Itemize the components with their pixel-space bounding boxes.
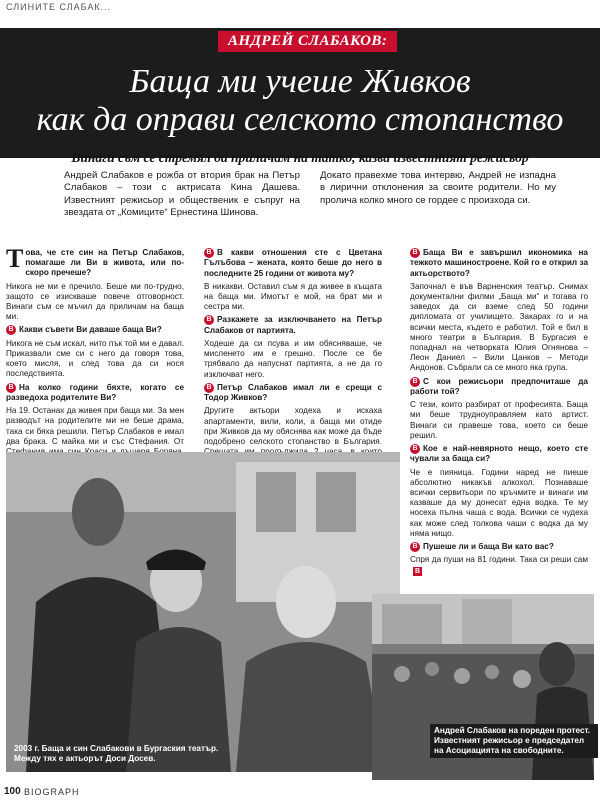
question: На колко години бяхте, когато се разведоха родителите Ви? — [6, 382, 184, 402]
question: Петър Слабаков имал ли е срещи с Тодор Живков? — [204, 382, 382, 403]
column-1 — [6, 244, 184, 481]
answer: На 19. Останах да живея при баща ми. За мен разводът на родителите ми не беше драма, така си бяха решили. Петър Слабаков е имал два брака. С майка ми и със Стефания. От — [6, 406, 184, 446]
b-marker-icon: B — [204, 248, 214, 258]
column-3 — [410, 248, 588, 579]
lead-right: Докато правехме това интервю, Андрей не изпадна в лирични отклонения за своите родители. Но му пролича колко много се гордее с произхода си. — [320, 170, 556, 206]
main-photo-caption: 2003 г. Баща и син Слабакови в Бургаския театър. Между тях е актьорът Доси Досев. — [14, 744, 219, 763]
drop-cap: Т — [6, 244, 24, 273]
question: С кои режисьори предпочиташе да работи той? — [410, 376, 588, 396]
question: ова, че сте син на Петър Слабаков, помагаше ли Ви в живота, или по-скоро пречеше? — [25, 248, 184, 278]
b-marker-icon: B — [6, 383, 16, 393]
column-2 — [204, 248, 382, 481]
magazine-name: BIOGRAPH — [24, 787, 80, 797]
question: Баща Ви е завършил икономика на тежкото машиностроене. Кой го е открил за актьорството? — [410, 248, 588, 278]
title-line-2: как да оправи селското стопанство — [36, 101, 564, 138]
title-line-1: Баща ми учеше Живков — [129, 63, 471, 100]
answer: В никакви. Оставил съм я да живее в къщата на баща ми. Имотът е мой, на брат ми и сестра ми. — [204, 281, 382, 312]
main-photo-illustration — [6, 452, 400, 772]
question: Какви съвети Ви даваше баща Ви? — [19, 325, 162, 335]
answer: Че е пияница. Години наред не пиеше абсолютно никакъв алкохол. Познаваше всички сервитьори по кръчмите и винаги им казваше да му донесат една водка. Те му носеха пълна чаша с вода. Всички се чудеха как може след толкова чаши с водка да му няма нищо. — [410, 467, 588, 538]
lead-left: Андрей Слабаков е рожба от втория брак на Петър Слабаков – този с актрисата Кина Дашева. Известният режисьор и общественик е съпруг на звездата от „Комиците“ Ернестина Шинова. — [64, 170, 300, 219]
answer: Никога не съм искал, нито пък той ми е давал. Приказвали сме си с него да говоря това, което мисля, и след това да си нося последствията. — [6, 338, 184, 379]
b-marker-icon: B — [410, 542, 420, 552]
b-marker-icon: B — [410, 444, 420, 454]
answer: Никога не ми е пречило. Беше ми по-трудно, защото се изискваше повече отговорност. Винаги съм се мъчил да приличам на баща ми. — [6, 281, 184, 322]
main-photo — [6, 452, 400, 772]
answer: Ходеше да си псува и им обясняваше, че мисленето им е грешно. После се бе трябвало да напуснат партията, а не да го изключват него. — [204, 338, 382, 379]
page-number: 100 — [4, 786, 21, 797]
answer: Спря да пуши на 81 години. Така си реши сам — [410, 555, 588, 565]
side-photo-caption: Андрей Слабаков на пореден протест. Известният режисьор е председател на Асоциацията на свободните. — [430, 724, 598, 758]
question: Кое е най-невярното нещо, което сте чували за баща си? — [410, 444, 588, 464]
subtitle: Винаги съм се стремял да приличам на татко, казва известният режисьор — [71, 150, 529, 165]
question: Пушеше ли и баща Ви като вас? — [423, 542, 554, 552]
b-marker-icon: B — [410, 377, 420, 387]
b-marker-icon: B — [410, 248, 420, 258]
question: Разкажете за изключването на Петър Слабаков от партията. — [204, 315, 382, 335]
question: В какви отношения сте с Цветана Гълъбова – жената, която беше до него в последните 25 години от живота му? — [204, 248, 382, 278]
kicker: АНДРЕЙ СЛАБАКОВ: — [218, 31, 397, 52]
b-marker-icon: B — [204, 315, 214, 325]
answer: Другите актьори ходеха и искаха апартаменти, вили, коли, а баща ми отиде при Живков да му обяснява как може да бъде подобрено селското стопанство в България. — [204, 406, 382, 446]
section-label: СЛИНИТЕ СЛАБАК... — [6, 2, 112, 12]
b-marker-icon: B — [6, 325, 16, 335]
end-mark-icon: B — [414, 567, 421, 575]
answer: С тези, които разбират от професията. Баща ми беше трудноуправляем като артист. Винаги си правеше това, което си беше решил. — [410, 400, 588, 440]
answer: Започнал е във Варненския театър. Снимах документални филми „Баща ми“ и тогава го заведох да си вземе след 50 години дипломата от училището. Закарах го и на всички места, където е работил. Той е бил в много театри в България. В Бургасия е попаднал на четворката Юлия Огнянова – Леон Даниел – Вили Цанков – Методи Андонов. Събрали са се много яка група. — [410, 281, 588, 373]
b-marker-icon: B — [204, 383, 214, 393]
